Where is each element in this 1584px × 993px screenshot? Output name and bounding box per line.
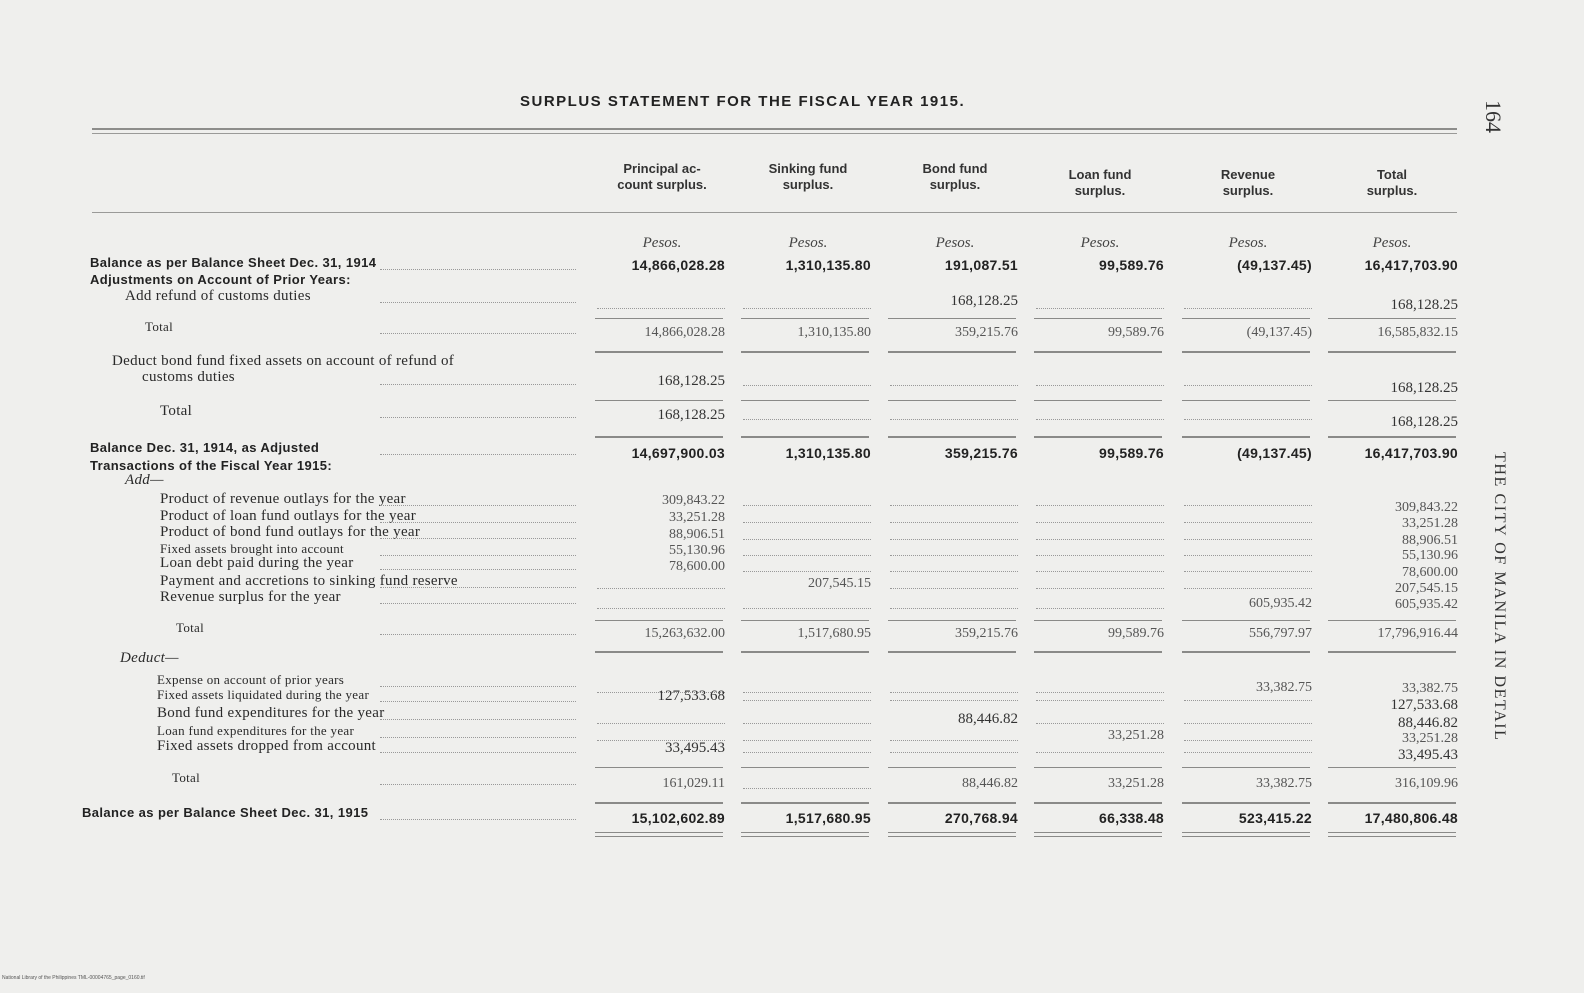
total-rule bbox=[888, 620, 1016, 621]
total-rule bbox=[1034, 620, 1162, 621]
total-rule bbox=[1182, 400, 1310, 401]
cell-value: 168,128.25 bbox=[1390, 380, 1458, 396]
leader-dots bbox=[380, 737, 576, 738]
cell-value: 16,417,703.90 bbox=[1364, 257, 1458, 273]
empty-cell-dots bbox=[597, 308, 725, 309]
total-rule bbox=[1182, 802, 1310, 804]
total-rule bbox=[595, 767, 723, 768]
cell-value: 207,545.15 bbox=[808, 576, 871, 591]
row-label: Total bbox=[172, 770, 201, 785]
empty-cell-dots bbox=[1036, 385, 1164, 386]
cell-value: 168,128.25 bbox=[657, 407, 725, 423]
cell-value: (49,137.45) bbox=[1246, 325, 1312, 340]
empty-cell-dots bbox=[743, 723, 871, 724]
cell-value: 207,545.15 bbox=[1395, 581, 1458, 596]
cell-value: 15,263,632.00 bbox=[644, 626, 725, 641]
total-rule bbox=[1182, 351, 1310, 353]
total-rule bbox=[1034, 651, 1162, 653]
empty-cell-dots bbox=[890, 588, 1018, 589]
empty-cell-dots bbox=[743, 522, 871, 523]
row-label-line1: Deduct bond fund fixed assets on account of refund of bbox=[112, 353, 455, 369]
cell-value: 127,533.68 bbox=[657, 688, 725, 704]
cell-value: 14,866,028.28 bbox=[631, 257, 725, 273]
leader-dots bbox=[380, 784, 576, 785]
header-rule-top-thin bbox=[92, 133, 1457, 134]
row-label: Add— bbox=[125, 472, 164, 488]
cell-value: 33,495.43 bbox=[1398, 747, 1458, 763]
cell-value: 309,843.22 bbox=[662, 493, 725, 508]
row-label: Product of loan fund outlays for the year bbox=[160, 508, 416, 524]
empty-cell-dots bbox=[1036, 700, 1164, 701]
empty-cell-dots bbox=[743, 385, 871, 386]
cell-value: 168,128.25 bbox=[1390, 414, 1458, 430]
total-rule bbox=[888, 832, 1016, 837]
column-unit: Pesos. bbox=[642, 235, 682, 251]
cell-value: 88,446.82 bbox=[1398, 715, 1458, 731]
total-rule bbox=[1182, 436, 1310, 438]
cell-value: 33,382.75 bbox=[1256, 680, 1312, 695]
cell-value: 605,935.42 bbox=[1249, 596, 1312, 611]
cell-value: 55,130.96 bbox=[1402, 548, 1458, 563]
empty-cell-dots bbox=[1184, 588, 1312, 589]
total-rule bbox=[1034, 318, 1162, 319]
cell-value: 16,417,703.90 bbox=[1364, 445, 1458, 461]
empty-cell-dots bbox=[743, 539, 871, 540]
empty-cell-dots bbox=[890, 385, 1018, 386]
column-header bbox=[738, 161, 878, 193]
total-rule bbox=[1328, 318, 1456, 319]
empty-cell-dots bbox=[1036, 539, 1164, 540]
total-rule bbox=[1182, 651, 1310, 653]
row-label: Product of bond fund outlays for the year bbox=[160, 524, 421, 540]
cell-value: 1,517,680.95 bbox=[797, 626, 871, 641]
row-label: Loan debt paid during the year bbox=[160, 555, 354, 571]
empty-cell-dots bbox=[890, 740, 1018, 741]
empty-cell-dots bbox=[743, 308, 871, 309]
total-rule bbox=[1182, 318, 1310, 319]
row-label: Product of revenue outlays for the year bbox=[160, 491, 406, 507]
leader-dots bbox=[380, 587, 576, 588]
total-rule bbox=[1034, 436, 1162, 438]
total-rule bbox=[1034, 400, 1162, 401]
cell-value: 1,310,135.80 bbox=[785, 257, 871, 273]
empty-cell-dots bbox=[1184, 752, 1312, 753]
cell-value: 605,935.42 bbox=[1395, 597, 1458, 612]
empty-cell-dots bbox=[743, 788, 871, 789]
cell-value: 161,029.11 bbox=[662, 776, 725, 791]
column-header-line2: surplus. bbox=[1074, 183, 1126, 198]
empty-cell-dots bbox=[890, 505, 1018, 506]
row-label: Adjustments on Account of Prior Years: bbox=[90, 272, 351, 287]
empty-cell-dots bbox=[890, 571, 1018, 572]
column-unit: Pesos. bbox=[935, 235, 975, 251]
total-rule bbox=[595, 802, 723, 804]
row-label: Fixed assets liquidated during the year bbox=[157, 687, 370, 702]
leader-dots bbox=[380, 555, 576, 556]
cell-value: 33,251.28 bbox=[1402, 516, 1458, 531]
row-label: Balance Dec. 31, 1914, as Adjusted bbox=[90, 440, 320, 455]
page-number: 164 bbox=[1481, 100, 1506, 133]
total-rule bbox=[1034, 767, 1162, 768]
total-rule bbox=[888, 400, 1016, 401]
leader-dots bbox=[380, 302, 576, 303]
empty-cell-dots bbox=[1184, 700, 1312, 701]
cell-value: 88,446.82 bbox=[962, 776, 1018, 791]
row-label: Total bbox=[176, 620, 205, 635]
cell-value: 127,533.68 bbox=[1390, 697, 1458, 713]
empty-cell-dots bbox=[1184, 723, 1312, 724]
total-rule bbox=[888, 651, 1016, 653]
column-header-line1: Principal ac- bbox=[623, 161, 701, 176]
leader-dots bbox=[380, 522, 576, 523]
cell-value: 168,128.25 bbox=[950, 293, 1018, 309]
total-rule bbox=[741, 351, 869, 353]
leader-dots bbox=[380, 269, 576, 270]
cell-value: 33,382.75 bbox=[1256, 776, 1312, 791]
cell-value: 99,589.76 bbox=[1099, 445, 1164, 461]
empty-cell-dots bbox=[890, 692, 1018, 693]
column-header-line2: surplus. bbox=[782, 177, 834, 192]
empty-cell-dots bbox=[1036, 608, 1164, 609]
row-label: Add refund of customs duties bbox=[125, 288, 311, 304]
cell-value: 88,906.51 bbox=[1402, 533, 1458, 548]
empty-cell-dots bbox=[743, 419, 871, 420]
empty-cell-dots bbox=[890, 419, 1018, 420]
row-label: Balance as per Balance Sheet Dec. 31, 1915 bbox=[82, 805, 369, 820]
empty-cell-dots bbox=[743, 505, 871, 506]
empty-cell-dots bbox=[1036, 723, 1164, 724]
leader-dots bbox=[380, 701, 576, 702]
cell-value: 55,130.96 bbox=[669, 543, 725, 558]
total-rule bbox=[1328, 436, 1456, 438]
empty-cell-dots bbox=[597, 608, 725, 609]
running-head: THE CITY OF MANILA IN DETAIL bbox=[1491, 452, 1508, 742]
empty-cell-dots bbox=[1184, 308, 1312, 309]
total-rule bbox=[595, 351, 723, 353]
column-header-line1: Loan fund bbox=[1068, 167, 1132, 182]
total-rule bbox=[741, 620, 869, 621]
cell-value: 78,600.00 bbox=[669, 559, 725, 574]
cell-value: 523,415.22 bbox=[1238, 810, 1312, 826]
empty-cell-dots bbox=[1184, 740, 1312, 741]
column-header-line2: count surplus. bbox=[617, 177, 707, 192]
row-label-line2: customs duties bbox=[142, 369, 235, 385]
leader-dots bbox=[380, 505, 576, 506]
column-header-line1: Sinking fund bbox=[768, 161, 848, 176]
total-rule bbox=[1328, 620, 1456, 621]
total-rule bbox=[1182, 620, 1310, 621]
total-rule bbox=[1328, 400, 1456, 401]
cell-value: 1,310,135.80 bbox=[797, 325, 871, 340]
empty-cell-dots bbox=[1036, 571, 1164, 572]
cell-value: 33,251.28 bbox=[1108, 776, 1164, 791]
cell-value: 88,446.82 bbox=[958, 711, 1018, 727]
cell-value: 33,251.28 bbox=[1108, 728, 1164, 743]
cell-value: 309,843.22 bbox=[1395, 500, 1458, 515]
empty-cell-dots bbox=[1184, 571, 1312, 572]
cell-value: 1,517,680.95 bbox=[785, 810, 871, 826]
leader-dots bbox=[380, 819, 576, 820]
leader-dots bbox=[380, 333, 576, 334]
column-header-line2: surplus. bbox=[1222, 183, 1274, 198]
cell-value: 15,102,602.89 bbox=[631, 810, 725, 826]
empty-cell-dots bbox=[743, 752, 871, 753]
column-header-line1: Bond fund bbox=[922, 161, 988, 176]
row-label: Deduct— bbox=[120, 650, 179, 666]
total-rule bbox=[741, 318, 869, 319]
column-unit: Pesos. bbox=[788, 235, 828, 251]
page-title: SURPLUS STATEMENT FOR THE FISCAL YEAR 1915. bbox=[520, 93, 966, 110]
empty-cell-dots bbox=[1036, 505, 1164, 506]
empty-cell-dots bbox=[1184, 419, 1312, 420]
cell-value: 191,087.51 bbox=[944, 257, 1018, 273]
total-rule bbox=[595, 436, 723, 438]
empty-cell-dots bbox=[743, 571, 871, 572]
row-label: Total bbox=[160, 403, 193, 419]
leader-dots bbox=[380, 634, 576, 635]
total-rule bbox=[595, 400, 723, 401]
empty-cell-dots bbox=[890, 555, 1018, 556]
empty-cell-dots bbox=[1184, 505, 1312, 506]
cell-value: 33,251.28 bbox=[1402, 731, 1458, 746]
row-label: Bond fund expenditures for the year bbox=[157, 705, 385, 721]
cell-value: 14,866,028.28 bbox=[644, 325, 725, 340]
empty-cell-dots bbox=[597, 588, 725, 589]
cell-value: 17,480,806.48 bbox=[1364, 810, 1458, 826]
total-rule bbox=[888, 767, 1016, 768]
cell-value: 66,338.48 bbox=[1099, 810, 1164, 826]
total-rule bbox=[1034, 832, 1162, 837]
leader-dots bbox=[380, 686, 576, 687]
column-unit: Pesos. bbox=[1372, 235, 1412, 251]
row-label: Fixed assets dropped from account bbox=[157, 738, 377, 754]
total-rule bbox=[595, 651, 723, 653]
cell-value: (49,137.45) bbox=[1237, 257, 1312, 273]
empty-cell-dots bbox=[1036, 588, 1164, 589]
row-label: Fixed assets brought into account bbox=[160, 541, 344, 556]
total-rule bbox=[741, 802, 869, 804]
row-label: Loan fund expenditures for the year bbox=[157, 723, 355, 738]
empty-cell-dots bbox=[597, 723, 725, 724]
total-rule bbox=[888, 436, 1016, 438]
total-rule bbox=[741, 400, 869, 401]
empty-cell-dots bbox=[890, 700, 1018, 701]
empty-cell-dots bbox=[743, 608, 871, 609]
leader-dots bbox=[380, 752, 576, 753]
total-rule bbox=[888, 802, 1016, 804]
empty-cell-dots bbox=[1184, 539, 1312, 540]
column-header bbox=[1178, 167, 1318, 199]
cell-value: 33,251.28 bbox=[669, 510, 725, 525]
empty-cell-dots bbox=[1036, 692, 1164, 693]
empty-cell-dots bbox=[1184, 385, 1312, 386]
total-rule bbox=[595, 832, 723, 837]
total-rule bbox=[741, 832, 869, 837]
column-unit: Pesos. bbox=[1080, 235, 1120, 251]
empty-cell-dots bbox=[1036, 555, 1164, 556]
column-header bbox=[885, 161, 1025, 193]
cell-value: (49,137.45) bbox=[1237, 445, 1312, 461]
empty-cell-dots bbox=[1036, 522, 1164, 523]
cell-value: 99,589.76 bbox=[1108, 325, 1164, 340]
column-unit: Pesos. bbox=[1228, 235, 1268, 251]
total-rule bbox=[741, 436, 869, 438]
total-rule bbox=[1182, 832, 1310, 837]
leader-dots bbox=[380, 417, 576, 418]
empty-cell-dots bbox=[1184, 555, 1312, 556]
total-rule bbox=[741, 767, 869, 768]
total-rule bbox=[888, 318, 1016, 319]
cell-value: 17,796,916.44 bbox=[1377, 626, 1458, 641]
cell-value: 270,768.94 bbox=[944, 810, 1018, 826]
empty-cell-dots bbox=[743, 700, 871, 701]
leader-dots bbox=[380, 384, 576, 385]
cell-value: 14,697,900.03 bbox=[631, 445, 725, 461]
total-rule bbox=[1182, 767, 1310, 768]
leader-dots bbox=[380, 538, 576, 539]
empty-cell-dots bbox=[743, 740, 871, 741]
row-label: Revenue surplus for the year bbox=[160, 589, 341, 605]
total-rule bbox=[1328, 651, 1456, 653]
column-header bbox=[592, 161, 732, 193]
empty-cell-dots bbox=[743, 692, 871, 693]
empty-cell-dots bbox=[890, 522, 1018, 523]
cell-value: 88,906.51 bbox=[669, 527, 725, 542]
header-rule-bottom bbox=[92, 212, 1457, 213]
total-rule bbox=[1328, 351, 1456, 353]
total-rule bbox=[1328, 832, 1456, 837]
column-header bbox=[1322, 167, 1462, 199]
column-header-line1: Revenue bbox=[1220, 167, 1276, 182]
total-rule bbox=[595, 318, 723, 319]
total-rule bbox=[595, 620, 723, 621]
header-rule-top bbox=[92, 128, 1457, 130]
leader-dots bbox=[380, 603, 576, 604]
cell-value: 359,215.76 bbox=[955, 626, 1018, 641]
total-rule bbox=[1034, 351, 1162, 353]
cell-value: 16,585,832.15 bbox=[1377, 325, 1458, 340]
cell-value: 99,589.76 bbox=[1108, 626, 1164, 641]
cell-value: 556,797.97 bbox=[1249, 626, 1312, 641]
empty-cell-dots bbox=[1184, 522, 1312, 523]
cell-value: 359,215.76 bbox=[944, 445, 1018, 461]
empty-cell-dots bbox=[890, 539, 1018, 540]
column-header-line2: surplus. bbox=[929, 177, 981, 192]
column-header bbox=[1030, 167, 1170, 199]
column-header-line2: surplus. bbox=[1366, 183, 1418, 198]
total-rule bbox=[1034, 802, 1162, 804]
total-rule bbox=[1328, 767, 1456, 768]
cell-value: 78,600.00 bbox=[1402, 565, 1458, 580]
total-rule bbox=[888, 351, 1016, 353]
cell-value: 168,128.25 bbox=[1390, 297, 1458, 313]
leader-dots bbox=[380, 569, 576, 570]
cell-value: 99,589.76 bbox=[1099, 257, 1164, 273]
total-rule bbox=[1328, 802, 1456, 804]
cell-value: 1,310,135.80 bbox=[785, 445, 871, 461]
empty-cell-dots bbox=[1036, 752, 1164, 753]
leader-dots bbox=[380, 454, 576, 455]
empty-cell-dots bbox=[743, 555, 871, 556]
column-header-line1: Total bbox=[1376, 167, 1408, 182]
row-label: Balance as per Balance Sheet Dec. 31, 1914 bbox=[90, 255, 377, 270]
row-label: Payment and accretions to sinking fund reserve bbox=[160, 573, 458, 589]
empty-cell-dots bbox=[1036, 419, 1164, 420]
row-label: Expense on account of prior years bbox=[157, 672, 345, 687]
empty-cell-dots bbox=[890, 752, 1018, 753]
cell-value: 33,495.43 bbox=[665, 740, 725, 756]
cell-value: 359,215.76 bbox=[955, 325, 1018, 340]
cell-value: 33,382.75 bbox=[1402, 681, 1458, 696]
empty-cell-dots bbox=[890, 608, 1018, 609]
row-label: Transactions of the Fiscal Year 1915: bbox=[90, 458, 333, 473]
footer-credit: National Library of the Philippines TML-00004765_page_0160.tif bbox=[2, 975, 145, 981]
cell-value: 168,128.25 bbox=[657, 373, 725, 389]
total-rule bbox=[741, 651, 869, 653]
leader-dots bbox=[380, 719, 576, 720]
row-label: Total bbox=[145, 319, 174, 334]
empty-cell-dots bbox=[1036, 308, 1164, 309]
cell-value: 316,109.96 bbox=[1395, 776, 1458, 791]
